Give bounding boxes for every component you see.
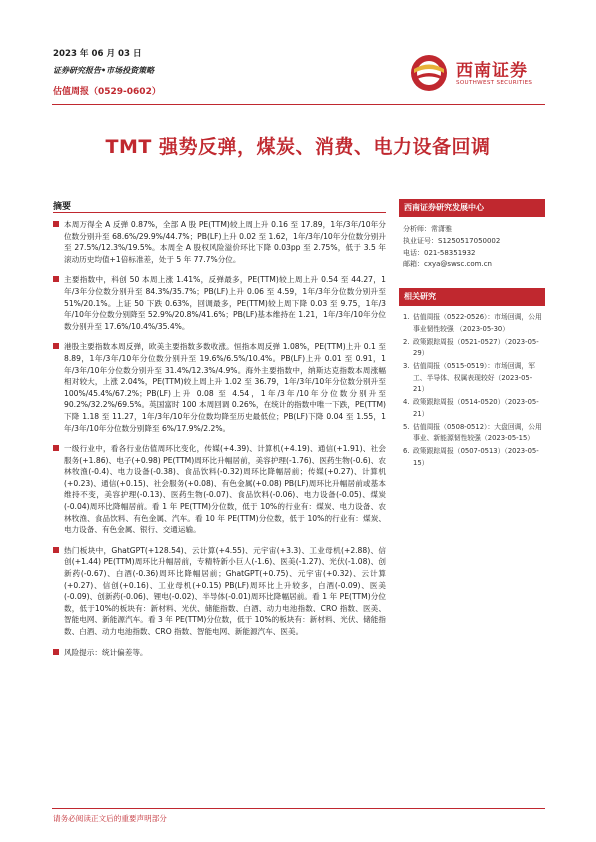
sidebar (399, 199, 545, 470)
related-item-text: 估值周报（0522-0526）：市场回调，公用事业韧性较强 （2023-05-30） (413, 313, 542, 333)
related-item[interactable] (403, 312, 543, 335)
related-item[interactable] (403, 337, 543, 360)
bullet-text: 热门板块中，GhatGPT(+128.54)、云计算(+4.55)、元宇宙(+3.3)、工业母机(+2.88)、信创(+1.44) PE(TTM)周环比升幅居前，专精特新小巨人(-1.6)、医美(-1.27)、光伏(-1.08)、创新药(-0.67)、白酒(-0.36)周环比降幅居前；GhatGPT(+0.75)、元宇宙(+0.32)、云计算(+0.27)、信创(+0.16)、工业母机(+0.15) PB(LF)周环比上升较多，白酒(-0.09)、医美(-0.09)、创新药(-0.06)、锂电(-0.02)、半导体(-0.01)周环比降幅居前。看 1 年 PE(TTM)分位数，低于10%的板块有：新材料、光伏、储能指数、白酒、动力电池指数、CRO 指数、医美、智能电网、新能源汽车。看 3 年 PE(TTM)分位数，低于 10%的板块有：新材料、光伏、储能指数、白酒、动力电池指数、CRO 指数、智能电网、新能源汽车、医美。 (64, 545, 386, 636)
summary-bullet (53, 647, 386, 659)
related-item-text: 政策跟踪周报（0507-0513）（2023-05-15） (413, 446, 539, 467)
related-item-text: 政策跟踪周报（0514-0520）（2023-05-21） (413, 398, 539, 418)
bullet-square-icon (53, 276, 59, 282)
related-item-number: 5. (403, 422, 410, 431)
related-item-number: 2. (403, 337, 410, 346)
bullet-text: 港股主要指数本周反弹，欧美主要指数多数收涨。恒指本周反弹 1.08%，PE(TTM)上升 0.1 至 8.89，1年/3年/10年分位数分别升至 19.6%/6.5%/10.4%。PB(LF)上升 0.01 至 0.91，1年/3年/10年分位数分别升至 31.4%/12.3%/4.9%。海外主要指数中，纳斯达克指数本周涨幅相对较大，上涨 2.04%，PE(TTM)较上周上升 1.02 至 36.79，1年/3年/10年分位数分别升至 100%/45.4%/67.2%；PB(LF)上升 0.08 至 4.54，1年/3年/10年分位数分别升至 90.2%/32.2%/69.5%。英国富时 100 本周回调 0.26%，在统计的指数中唯一下跌，PE(TTM)下降 1.18 至 11.27，1年/3年/10年分位数均降至历史最低位；PB(LF)下降 0.04 至 1.55，1年/3年/10年分位数分别降至 6%/17.9%/2.2%。 (64, 342, 386, 433)
related-item-text: 政策跟踪周报（0521-0527）（2023-05-29） (413, 337, 539, 358)
related-item-text: 估值周报（0508-0512）：大盘回调，公用事业、新能源韧性较强（2023-05-15） (413, 422, 542, 443)
related-research-heading: 相关研究 (399, 288, 545, 306)
analyst-license: 执业证号：S1250517050002 (403, 236, 501, 245)
related-item-text: 估值周报（0515-0519）：市场回调，军工、半导体、权属表现较好（2023-05-21） (413, 362, 536, 394)
header-divider (52, 104, 545, 105)
footer-disclaimer: 请务必阅读正文后的重要声明部分 (53, 814, 167, 823)
bullet-square-icon (53, 649, 59, 655)
bullet-text: 本周万得全 A 反弹 0.87%，全部 A 股 PE(TTM)较上周上升 0.16 至 17.89，1年/3年/10年分位数分别升至 68.6%/29.9%/44.7%；PB(LF)上升 0.02 至 1.62，1年/3年/10年分位数分别升至 27.5%/12.3%/19.5%。本周全 A 股权风险溢价环比下降 0.03pp 至 2.75%，低于 3.5 年滚动历史均值+1倍标准差，处于 5 年 77.7%分位。 (64, 220, 386, 264)
summary-bullet (53, 545, 386, 638)
related-item[interactable] (403, 397, 543, 420)
bullet-square-icon (53, 445, 59, 451)
related-item-number: 3. (403, 362, 410, 370)
related-item[interactable] (403, 422, 543, 445)
report-type: 证券研究报告•市场投资策略 (53, 66, 155, 75)
logo-english: SOUTHWEST SECURITIES (456, 80, 533, 86)
summary-bullet (53, 219, 386, 265)
bullet-square-icon (53, 221, 59, 227)
related-item-number: 1. (403, 313, 410, 322)
summary-label: 摘要 (53, 202, 72, 212)
report-name: 估值周报（0529-0602） (53, 87, 161, 97)
summary-bullet (53, 341, 386, 434)
summary-divider (53, 212, 386, 213)
summary-bullet (53, 274, 386, 332)
analyst-phone: 电话：021-58351932 (403, 248, 476, 257)
page-title: TMT 强势反弹，煤炭、消费、电力设备回调 (105, 136, 491, 158)
research-center-heading: 西南证券研究发展中心 (399, 199, 545, 217)
summary-body (53, 219, 386, 667)
related-item[interactable] (403, 446, 543, 469)
analyst-name: 分析师：常潇雅 (403, 225, 452, 233)
related-item[interactable] (403, 361, 543, 396)
logo-name: 西南证券 (456, 61, 528, 81)
bullet-text: 一级行业中，看各行业估值周环比变化，传媒(+4.39)、计算机(+4.19)、通信(+1.91)、社会服务(+1.86)、电子(+0.98) PE(TTM)周环比升幅居前，美容护理(-1.76)、医药生物(-0.6)、农林牧渔(-0.4)、电力设备(-0.38)、食品饮料(-0.32)周环比降幅居前；传媒(+0.27)、计算机(+0.23)、通信(+0.15)、社会服务(+0.08)、有色金属(+0.08) PB(LF)周环比升幅居前或基本维持不变，美容护理(-0.13)、医药生物(-0.07)、食品饮料(-0.06)、电力设备(-0.05)、煤炭(-0.04)周环比降幅居前。看 1 年 PE(TTM)分位数，低于 10%的行业有：煤炭、电力设备、农林牧渔、食品饮料、有色金属、汽车。看 10 年 PE(TTM)分位数，低于 10%的行业有：煤炭、电力设备、有色金属、银行、交通运输。 (64, 444, 386, 535)
summary-bullet (53, 443, 386, 536)
related-item-number: 4. (403, 398, 410, 407)
bullet-square-icon (53, 547, 59, 553)
bullet-text: 主要指数中，科创 50 本周上涨 1.41%，反弹最多，PE(TTM)较上周上升 0.54 至 44.27，1年/3年分位数分别升至 84.3%/35.7%；PB(LF)上升 0.06 至 4.59，1年/3年分位数分别升至 51%/20.1%。上证 50 下跌 0.63%，回调最多，PE(TTM)较上周下降 0.03 至 9.75，1年/3年/10年分位数分别降至 52.9%/20.8%/41.6%；PB(LF)基本维持在 1.21，1年/3年/10年分位数分别升至 17.6%/10.4%/35.4%。 (64, 275, 386, 331)
related-item-number: 6. (403, 446, 410, 455)
report-date: 2023 年 06 月 03 日 (53, 49, 142, 59)
bullet-square-icon (53, 343, 59, 349)
footer-divider (52, 808, 545, 809)
analyst-email[interactable]: 邮箱：cxya@swsc.com.cn (403, 260, 492, 269)
analyst-info (399, 217, 545, 271)
related-research-list (399, 306, 545, 469)
bullet-text: 风险提示：统计偏差等。 (64, 647, 148, 657)
